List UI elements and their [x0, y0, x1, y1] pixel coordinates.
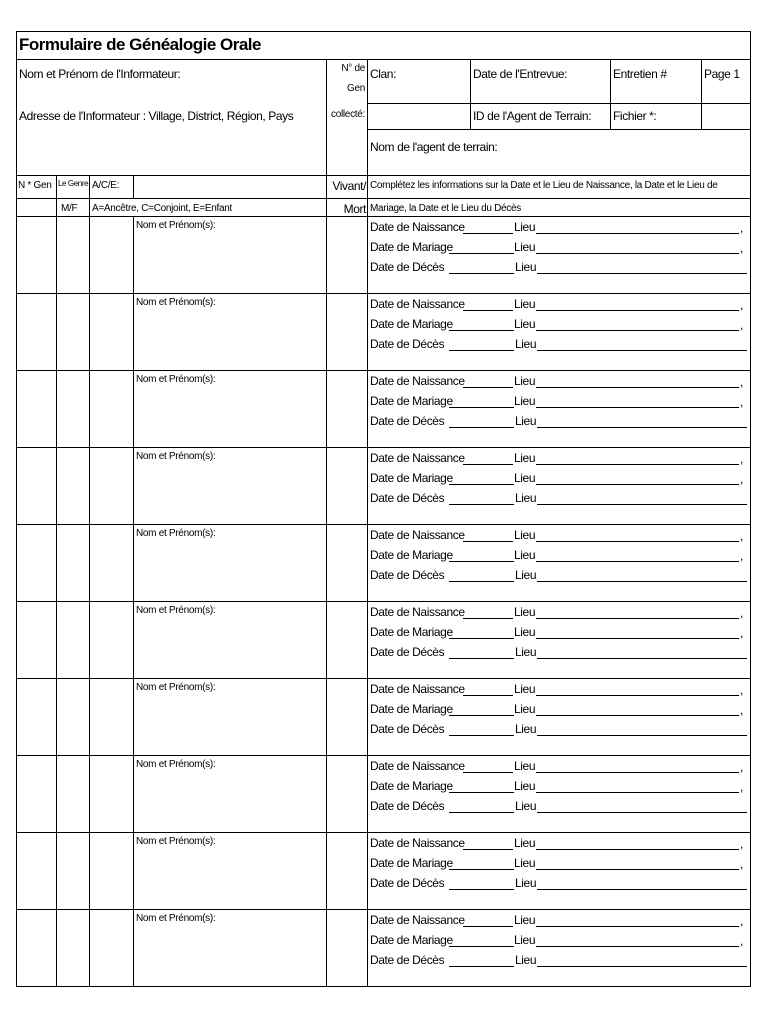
place-fill-line [536, 618, 739, 619]
header-column-line [367, 59, 368, 175]
birth-date-label: Date de Naissance [370, 528, 465, 542]
place-label: Lieu [515, 953, 537, 967]
birth-date-label: Date de Naissance [370, 297, 465, 311]
place-fill-line [537, 427, 747, 428]
comma-mark: , [740, 529, 744, 543]
place-label: Lieu [514, 682, 536, 696]
date-fill-line [449, 407, 514, 408]
row-divider [17, 909, 750, 910]
entry-name-label: Nom et Prénom(s): [136, 913, 216, 924]
date-fill-line [449, 253, 514, 254]
place-fill-line [536, 310, 739, 311]
table-column-line [56, 175, 57, 986]
comma-mark: , [740, 683, 744, 697]
place-label: Lieu [515, 491, 537, 505]
place-label: Lieu [514, 220, 536, 234]
place-label: Lieu [515, 568, 537, 582]
header-column-line [470, 59, 471, 129]
date-fill-line [449, 638, 514, 639]
header-column-line [326, 59, 327, 175]
comma-mark: , [740, 760, 744, 774]
death-date-label: Date de Décès [370, 722, 445, 736]
interview-date-label: Date de l'Entrevue: [473, 67, 568, 81]
place-fill-line [536, 792, 739, 793]
place-label: Lieu [514, 240, 536, 254]
marriage-date-label: Date de Mariage [370, 702, 453, 716]
birth-date-label: Date de Naissance [370, 913, 465, 927]
date-fill-line [449, 581, 514, 582]
place-fill-line [536, 638, 739, 639]
place-fill-line [536, 561, 739, 562]
marriage-date-label: Date de Mariage [370, 317, 453, 331]
place-label: Lieu [514, 702, 536, 716]
marriage-date-label: Date de Mariage [370, 933, 453, 947]
date-fill-line [463, 310, 513, 311]
comma-mark: , [740, 626, 744, 640]
date-fill-line [449, 735, 514, 736]
comma-mark: , [740, 934, 744, 948]
place-fill-line [537, 350, 747, 351]
table-column-line [367, 175, 368, 986]
row-divider [17, 601, 750, 602]
place-label: Lieu [515, 799, 537, 813]
place-label: Lieu [514, 548, 536, 562]
date-fill-line [463, 233, 513, 234]
place-fill-line [536, 484, 739, 485]
place-fill-line [536, 407, 739, 408]
place-fill-line [536, 946, 739, 947]
death-date-label: Date de Décès [370, 645, 445, 659]
date-fill-line [463, 541, 513, 542]
row-divider [17, 370, 750, 371]
birth-date-label: Date de Naissance [370, 451, 465, 465]
ace-column-header: A/C/E: [92, 180, 120, 191]
informant-name-label: Nom et Prénom de l'Informateur: [19, 67, 181, 81]
row-divider [17, 678, 750, 679]
gen-collected-label: Gen [346, 83, 365, 94]
place-fill-line [537, 966, 747, 967]
place-fill-line [536, 849, 739, 850]
entry-name-label: Nom et Prénom(s): [136, 220, 216, 231]
ace-legend: A=Ancêtre, C=Conjoint, E=Enfant [92, 203, 232, 214]
interview-number-label: Entretien # [613, 67, 667, 81]
place-fill-line [536, 387, 739, 388]
date-fill-line [449, 484, 514, 485]
death-date-label: Date de Décès [370, 799, 445, 813]
comma-mark: , [740, 549, 744, 563]
place-label: Lieu [514, 374, 536, 388]
place-label: Lieu [514, 394, 536, 408]
place-label: Lieu [514, 779, 536, 793]
marriage-date-label: Date de Mariage [370, 471, 453, 485]
death-date-label: Date de Décès [370, 337, 445, 351]
place-fill-line [536, 715, 739, 716]
date-fill-line [449, 273, 514, 274]
place-label: Lieu [514, 856, 536, 870]
birth-date-label: Date de Naissance [370, 220, 465, 234]
marriage-date-label: Date de Mariage [370, 394, 453, 408]
comma-mark: , [740, 780, 744, 794]
date-fill-line [463, 695, 513, 696]
page-number-label: Page 1 [704, 67, 740, 81]
row-divider [17, 524, 750, 525]
date-fill-line [449, 869, 514, 870]
place-fill-line [537, 273, 747, 274]
header-column-line [610, 59, 611, 129]
form-title: Formulaire de Généalogie Orale [19, 35, 261, 54]
gen-collected-label: N° de [341, 63, 365, 74]
entry-name-label: Nom et Prénom(s): [136, 682, 216, 693]
place-fill-line [536, 541, 739, 542]
date-fill-line [449, 350, 514, 351]
place-label: Lieu [514, 625, 536, 639]
place-label: Lieu [514, 913, 536, 927]
comma-mark: , [740, 606, 744, 620]
date-fill-line [463, 772, 513, 773]
marriage-date-label: Date de Mariage [370, 856, 453, 870]
date-fill-line [449, 715, 514, 716]
header-divider [17, 175, 750, 176]
comma-mark: , [740, 375, 744, 389]
place-label: Lieu [514, 933, 536, 947]
row-divider [17, 293, 750, 294]
instructions-text: Complétez les informations sur la Date et le Lieu de Naissance, la Date et le Lieu de [370, 180, 718, 191]
place-label: Lieu [514, 297, 536, 311]
place-label: Lieu [514, 471, 536, 485]
place-fill-line [537, 658, 747, 659]
date-fill-line [463, 849, 513, 850]
gen-collected-label: collecté: [331, 109, 365, 120]
header-column-line [701, 59, 702, 129]
place-label: Lieu [515, 645, 537, 659]
date-fill-line [463, 926, 513, 927]
place-label: Lieu [514, 317, 536, 331]
birth-date-label: Date de Naissance [370, 605, 465, 619]
place-fill-line [536, 233, 739, 234]
date-fill-line [449, 792, 514, 793]
comma-mark: , [740, 318, 744, 332]
comma-mark: , [740, 452, 744, 466]
table-column-line [89, 175, 90, 986]
alive-dead-column-header: Vivant/ [332, 179, 366, 193]
header-divider [367, 103, 750, 104]
table-column-line [326, 175, 327, 986]
birth-date-label: Date de Naissance [370, 682, 465, 696]
marriage-date-label: Date de Mariage [370, 548, 453, 562]
alive-dead-column-header: Mort [343, 202, 366, 216]
comma-mark: , [740, 837, 744, 851]
death-date-label: Date de Décès [370, 414, 445, 428]
marriage-date-label: Date de Mariage [370, 779, 453, 793]
place-fill-line [536, 695, 739, 696]
comma-mark: , [740, 472, 744, 486]
comma-mark: , [740, 703, 744, 717]
date-fill-line [449, 966, 514, 967]
comma-mark: , [740, 914, 744, 928]
row-divider [17, 447, 750, 448]
place-label: Lieu [514, 605, 536, 619]
date-fill-line [449, 946, 514, 947]
agent-id-label: ID de l'Agent de Terrain: [473, 109, 592, 123]
death-date-label: Date de Décès [370, 876, 445, 890]
row-divider [17, 832, 750, 833]
comma-mark: , [740, 395, 744, 409]
entry-name-label: Nom et Prénom(s): [136, 759, 216, 770]
place-label: Lieu [515, 876, 537, 890]
place-label: Lieu [515, 337, 537, 351]
place-label: Lieu [514, 451, 536, 465]
birth-date-label: Date de Naissance [370, 374, 465, 388]
birth-date-label: Date de Naissance [370, 759, 465, 773]
header-divider [17, 59, 750, 60]
gen-number-column-header: N * Gen [18, 180, 52, 191]
agent-name-label: Nom de l'agent de terrain: [370, 140, 498, 154]
place-label: Lieu [514, 836, 536, 850]
entry-name-label: Nom et Prénom(s): [136, 836, 216, 847]
entry-name-label: Nom et Prénom(s): [136, 528, 216, 539]
place-fill-line [537, 889, 747, 890]
place-fill-line [536, 330, 739, 331]
place-label: Lieu [514, 528, 536, 542]
header-divider [367, 129, 750, 130]
file-label: Fichier *: [613, 109, 657, 123]
place-label: Lieu [515, 722, 537, 736]
instructions-text: Mariage, la Date et le Lieu du Décès [370, 203, 521, 214]
date-fill-line [463, 618, 513, 619]
gender-values: M/F [61, 203, 78, 214]
entry-name-label: Nom et Prénom(s): [136, 451, 216, 462]
header-divider [17, 216, 750, 217]
comma-mark: , [740, 241, 744, 255]
place-fill-line [536, 926, 739, 927]
place-fill-line [537, 504, 747, 505]
marriage-date-label: Date de Mariage [370, 625, 453, 639]
comma-mark: , [740, 221, 744, 235]
birth-date-label: Date de Naissance [370, 836, 465, 850]
death-date-label: Date de Décès [370, 491, 445, 505]
entry-name-label: Nom et Prénom(s): [136, 297, 216, 308]
date-fill-line [463, 464, 513, 465]
comma-mark: , [740, 298, 744, 312]
clan-label: Clan: [370, 67, 397, 81]
informant-address-label: Adresse de l'Informateur : Village, District, Région, Pays [19, 109, 294, 123]
entry-name-label: Nom et Prénom(s): [136, 605, 216, 616]
place-fill-line [536, 772, 739, 773]
date-fill-line [449, 427, 514, 428]
genealogy-form [16, 31, 751, 987]
place-label: Lieu [514, 759, 536, 773]
date-fill-line [449, 658, 514, 659]
death-date-label: Date de Décès [370, 568, 445, 582]
place-fill-line [536, 869, 739, 870]
date-fill-line [449, 330, 514, 331]
place-fill-line [537, 735, 747, 736]
date-fill-line [449, 812, 514, 813]
place-fill-line [537, 581, 747, 582]
date-fill-line [449, 889, 514, 890]
place-fill-line [536, 253, 739, 254]
table-column-line [133, 175, 134, 198]
marriage-date-label: Date de Mariage [370, 240, 453, 254]
gender-column-header: Le Genre [58, 179, 89, 188]
death-date-label: Date de Décès [370, 953, 445, 967]
date-fill-line [449, 504, 514, 505]
death-date-label: Date de Décès [370, 260, 445, 274]
date-fill-line [449, 561, 514, 562]
place-fill-line [536, 464, 739, 465]
place-label: Lieu [515, 414, 537, 428]
header-divider [17, 198, 750, 199]
date-fill-line [463, 387, 513, 388]
row-divider [17, 755, 750, 756]
place-fill-line [537, 812, 747, 813]
place-label: Lieu [515, 260, 537, 274]
entry-name-label: Nom et Prénom(s): [136, 374, 216, 385]
comma-mark: , [740, 857, 744, 871]
